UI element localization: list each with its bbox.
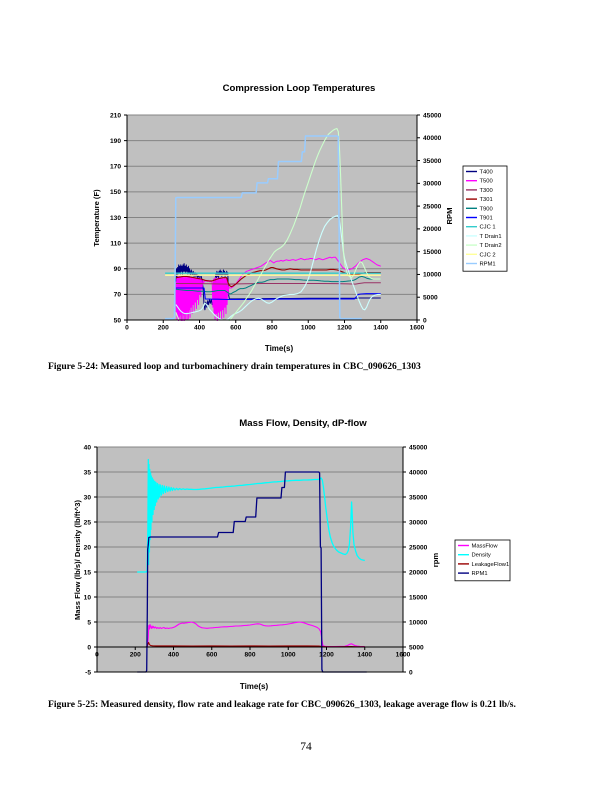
svg-text:1400: 1400	[373, 324, 389, 332]
flow-chart	[73, 418, 510, 691]
svg-text:130: 130	[109, 214, 121, 222]
svg-text:35000: 35000	[423, 157, 442, 165]
flow-y2-axis-title: rpm	[431, 552, 440, 568]
svg-text:170: 170	[109, 163, 121, 171]
loop-y2-axis-title: RPM	[445, 207, 454, 225]
svg-text:1200: 1200	[337, 324, 352, 332]
svg-text:200: 200	[129, 651, 141, 659]
svg-text:1600: 1600	[395, 651, 411, 659]
svg-text:0: 0	[125, 324, 129, 332]
legend-label-t-drain2: T Drain2	[479, 243, 502, 250]
svg-text:10000: 10000	[423, 271, 442, 279]
svg-text:40000: 40000	[409, 469, 428, 477]
svg-text:40000: 40000	[423, 135, 442, 143]
svg-text:25000: 25000	[423, 203, 442, 211]
svg-text:5000: 5000	[423, 294, 438, 302]
svg-text:40: 40	[83, 444, 91, 452]
loop-chart	[92, 83, 507, 353]
svg-text:30000: 30000	[409, 519, 428, 527]
legend-label-cjc-2: CJC 2	[479, 252, 496, 259]
svg-text:1000: 1000	[300, 324, 316, 332]
svg-text:-5: -5	[85, 669, 91, 677]
svg-text:35000: 35000	[409, 494, 428, 502]
svg-text:25000: 25000	[409, 544, 428, 552]
svg-text:1000: 1000	[280, 651, 296, 659]
legend-label-t500: T500	[479, 178, 493, 185]
svg-text:210: 210	[109, 112, 121, 120]
legend-label-t-drain1: T Drain1	[479, 233, 502, 240]
loop-y-axis-title: Temperature (F)	[92, 189, 101, 247]
legend-label-t300: T300	[479, 187, 493, 194]
svg-text:50: 50	[113, 317, 121, 325]
svg-text:90: 90	[113, 266, 121, 274]
svg-text:10000: 10000	[409, 619, 428, 627]
page-number: 74	[300, 741, 312, 753]
svg-text:400: 400	[193, 324, 206, 332]
legend-label-t400: T400	[479, 169, 493, 176]
svg-text:15000: 15000	[409, 594, 428, 602]
svg-text:20000: 20000	[423, 226, 442, 234]
flow-plot-area	[97, 447, 403, 672]
svg-text:0: 0	[95, 651, 99, 659]
svg-text:35: 35	[83, 469, 91, 477]
svg-text:200: 200	[157, 324, 169, 332]
legend-label-massflow: MassFlow	[471, 543, 498, 550]
svg-text:1600: 1600	[409, 324, 425, 332]
legend-label-rpm1: RPM1	[471, 571, 488, 578]
legend-label-rpm1: RPM1	[479, 261, 496, 268]
svg-text:190: 190	[109, 137, 121, 145]
loop-x-axis-title: Time(s)	[264, 344, 294, 353]
legend-label-cjc-1: CJC 1	[479, 224, 496, 231]
svg-text:1200: 1200	[319, 651, 334, 659]
legend-label-t301: T301	[479, 197, 493, 204]
svg-text:5000: 5000	[409, 644, 424, 652]
svg-text:110: 110	[110, 240, 121, 248]
svg-text:10: 10	[83, 594, 91, 602]
legend-label-t900: T900	[479, 206, 493, 213]
svg-text:30: 30	[83, 494, 91, 502]
loop-chart-title: Compression Loop Temperatures	[222, 83, 376, 94]
svg-text:600: 600	[230, 324, 242, 332]
svg-text:0: 0	[87, 644, 91, 652]
flow-chart-title: Mass Flow, Density, dP-flow	[239, 418, 367, 429]
svg-text:20000: 20000	[409, 569, 428, 577]
legend-label-t901: T901	[479, 215, 493, 222]
flow-legend	[455, 540, 510, 581]
svg-text:800: 800	[266, 324, 278, 332]
figure-5-24-caption: Figure 5-24: Measured loop and turbomachinery drain temperatures in CBC_090626_1303	[48, 361, 421, 372]
svg-text:800: 800	[244, 651, 256, 659]
flow-x-axis-title: Time(s)	[239, 682, 269, 691]
flow-y-axis-title: Mass Flow (lb/s)/ Density (lb/ft^3)	[73, 499, 82, 621]
svg-text:0: 0	[423, 317, 427, 325]
svg-text:600: 600	[206, 651, 218, 659]
svg-text:0: 0	[409, 669, 413, 677]
loop-legend	[463, 166, 507, 271]
svg-text:45000: 45000	[423, 112, 442, 120]
legend-label-leakageflow1: LeakageFlow1	[471, 561, 510, 568]
svg-text:15000: 15000	[423, 248, 442, 256]
svg-text:20: 20	[83, 544, 91, 552]
svg-text:5: 5	[87, 619, 91, 627]
svg-text:400: 400	[167, 651, 180, 659]
svg-text:150: 150	[109, 189, 121, 197]
svg-text:1400: 1400	[357, 651, 373, 659]
figure-5-25-caption: Figure 5-25: Measured density, flow rate and leakage rate for CBC_090626_1303, leakage average flow is 0.21 lb/s.	[48, 699, 516, 710]
svg-text:15: 15	[83, 569, 91, 577]
svg-text:30000: 30000	[423, 180, 442, 188]
svg-text:45000: 45000	[409, 444, 428, 452]
legend-label-density: Density	[471, 552, 491, 559]
svg-text:25: 25	[83, 519, 91, 527]
svg-text:70: 70	[113, 291, 121, 299]
